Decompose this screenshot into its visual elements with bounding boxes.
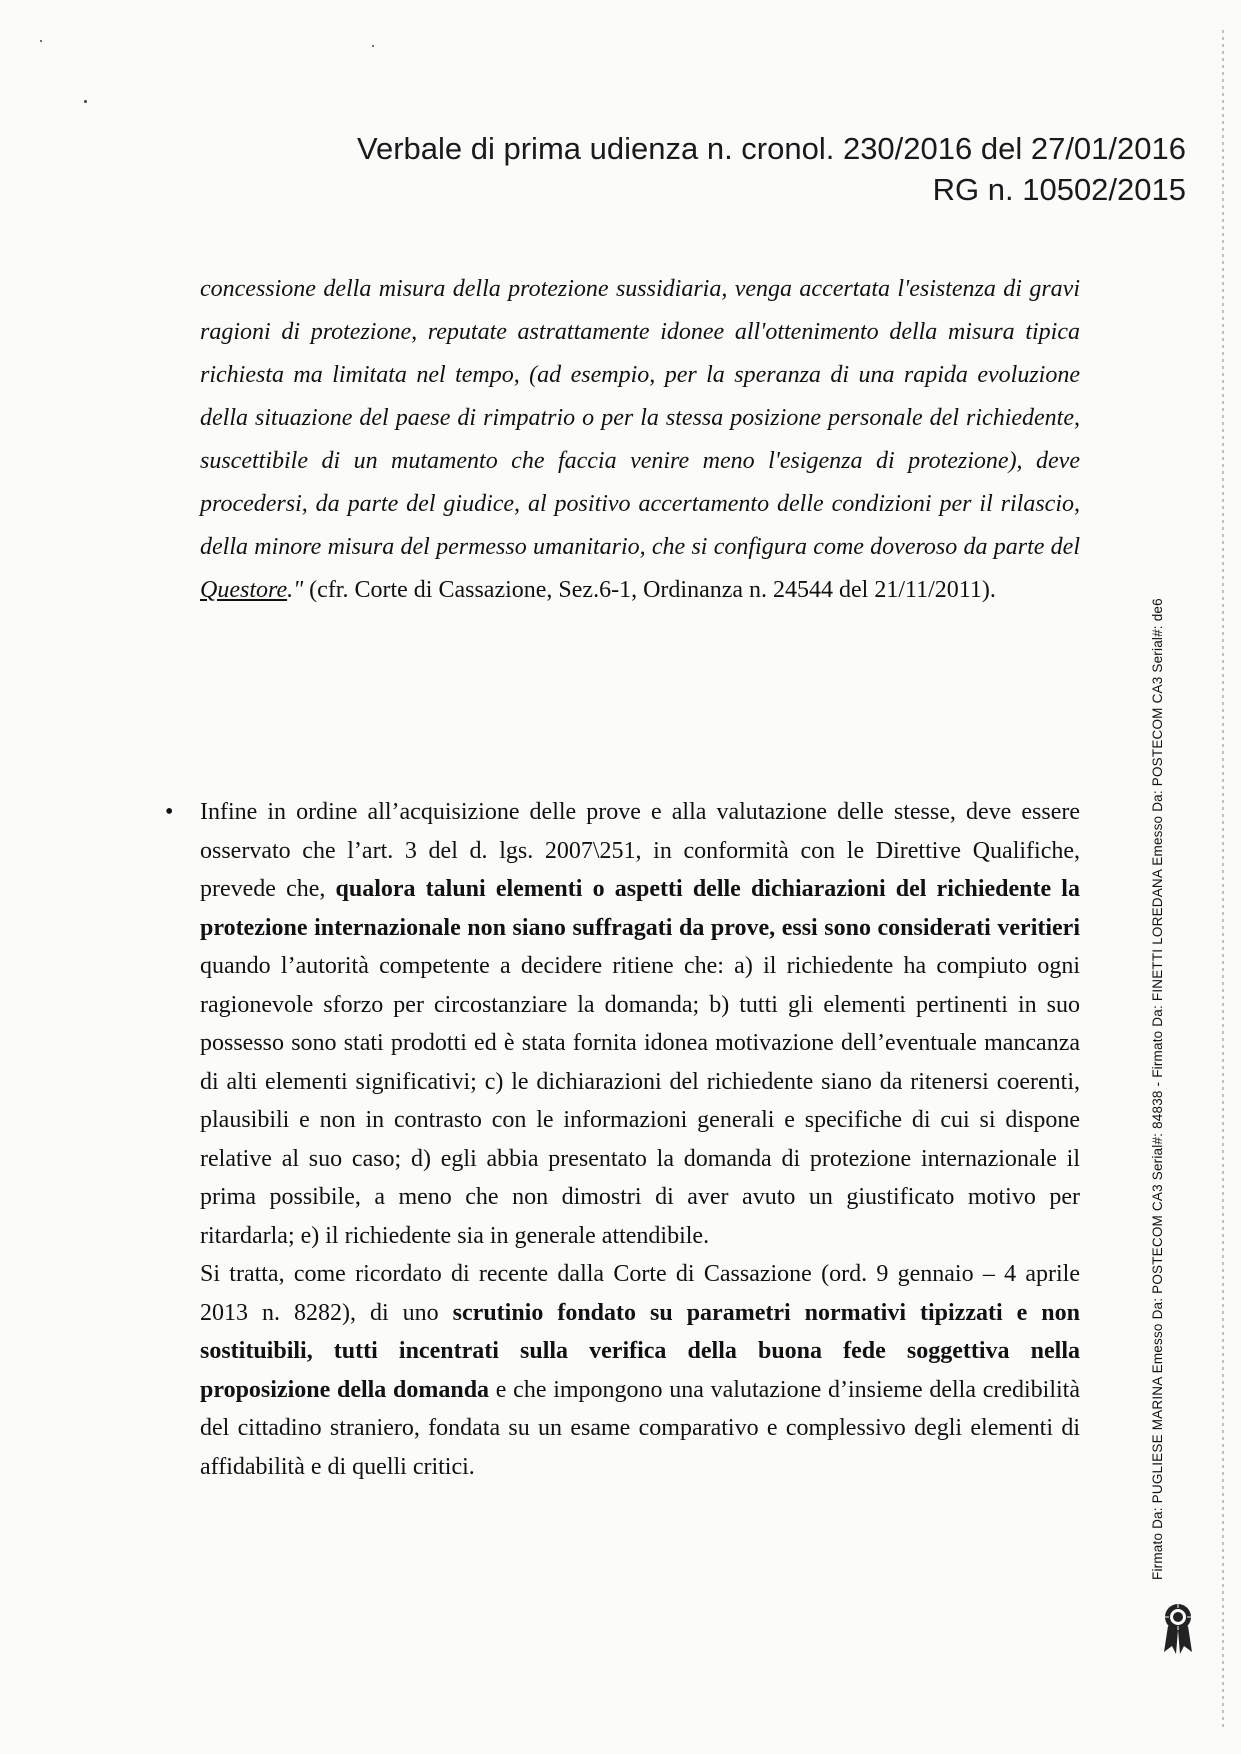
quote-underlined-word: Questore xyxy=(200,577,288,603)
quote-closing: ." xyxy=(287,577,304,603)
digital-signature-strip: Firmato Da: PUGLIESE MARINA Emesso Da: POSTECOM CA3 Serial#: 84838 - Firmato Da: FINETTI LOREDANA Emesso Da: POSTECOM CA3 Serial#: de6 xyxy=(1150,598,1165,1580)
document-header xyxy=(357,128,1186,210)
bullet-bold-1: qualora taluni elementi o aspetti delle dichiarazioni del richiedente la protezione internazionale non siano suffragati da prove, essi sono considerati veritieri xyxy=(200,876,1080,941)
quote-italic-text: concessione della misura della protezione sussidiaria, venga accertata l'esistenza di gravi ragioni di protezione, reputate astrattamente idonee all'ottenimento della misura tipica richiesta ma limitata nel tempo, (ad esempio, per la speranza di una rapida evoluzione della situazione del paese di rimpatrio o per la stessa posizione personale del richiedente, suscettibile di un mutamento che faccia venire meno l'esigenza di protezione), deve procedersi, da parte del giudice, al positivo accertamento delle condizioni per il rilascio, della minore misura del permesso umanitario, che si configura come doveroso da parte del xyxy=(200,276,1080,560)
digital-signature-seal-icon xyxy=(1158,1600,1198,1656)
scan-edge-artifact xyxy=(1222,30,1224,1730)
bullet-bold-2: scrutinio fondato su parametri normativi tipizzati e non sostituibili, tutti incentrati sulla verifica della buona fede soggettiva nella proposizione della domanda xyxy=(200,1299,1080,1403)
bullet-paragraph-1 xyxy=(200,793,1080,1255)
scan-speck xyxy=(84,100,87,103)
bullet-text-2: quando l’autorità competente a decidere ritiene che: a) il richiedente ha compiuto ogni ragionevole sforzo per circostanziare la domanda; b) tutti gli elementi pertinenti in suo possesso sono stati prodotti ed è stata fornita idonea motivazione dell’eventuale mancanza di alti elementi significativi; c) le dichiarazioni del richiedente siano da ritenersi coerenti, plausibili e non in contrasto con le informazioni generali e specifiche di cui si dispone relative al suo caso; d) egli abbia presentato la domanda di protezione internazionale il prima possibile, a meno che non dimostri di aver avuto un giustificato motivo per ritardarla; e) il richiedente sia in generale attendibile. xyxy=(200,953,1080,1249)
quote-citation: (cfr. Corte di Cassazione, Sez.6-1, Ordinanza n. 24544 del 21/11/2011). xyxy=(303,577,996,603)
bullet-text-3: Si tratta, come ricordato di recente dalla Corte di Cassazione (ord. 9 gennaio – 4 aprile 2013 n. 8282), di uno xyxy=(200,1261,1080,1326)
paragraph-quote xyxy=(200,268,1080,612)
bullet-paragraph-2 xyxy=(200,1255,1080,1486)
bullet-paragraph-block xyxy=(200,793,1080,1486)
header-rg-line: RG n. 10502/2015 xyxy=(932,172,1186,207)
scan-speck xyxy=(372,45,374,47)
scan-speck xyxy=(40,40,42,42)
bullet-text-4: e che impongono una valutazione d’insieme della credibilità del cittadino straniero, fondata su un esame comparativo e complessivo degli elementi di affidabilità e di quelli critici. xyxy=(200,1376,1080,1480)
bullet-dot: • xyxy=(165,799,174,825)
header-protocol-line: Verbale di prima udienza n. cronol. 230/2016 del 27/01/2016 xyxy=(357,131,1186,166)
bullet-text-1: Infine in ordine all’acquisizione delle prove e alla valutazione delle stesse, deve essere osservato che l’art. 3 del d. lgs. 2007\251, in conformità con le Direttive Qualifiche, prevede che, xyxy=(200,799,1080,902)
